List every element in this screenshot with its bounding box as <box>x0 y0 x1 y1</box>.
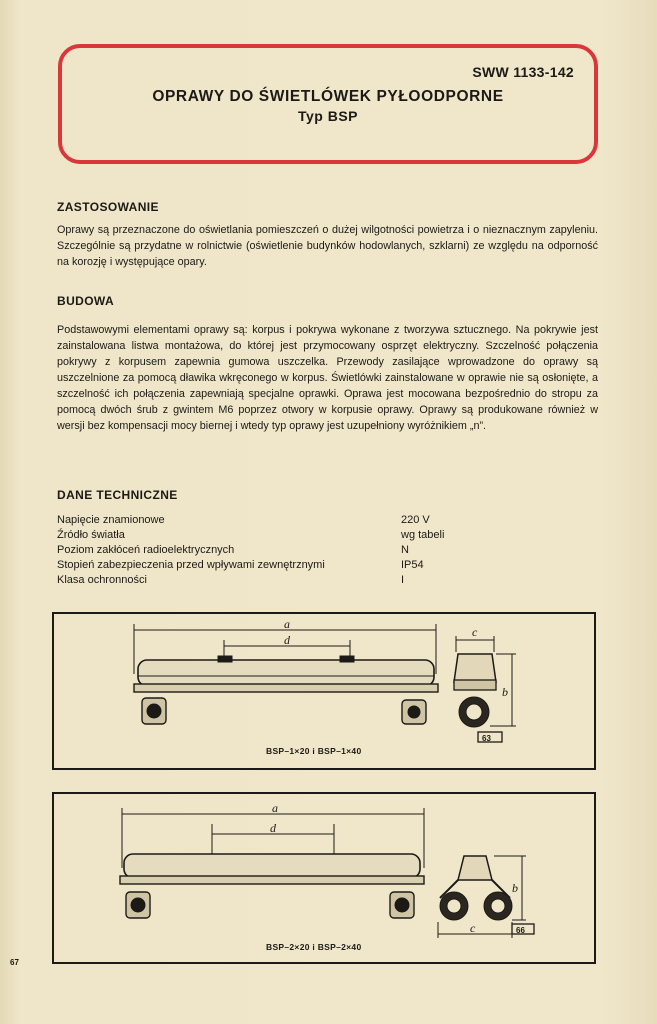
drawing-ref-number: 63 <box>482 734 491 743</box>
figure-caption: BSP–2×20 i BSP–2×40 <box>266 942 362 952</box>
dimension-c-label: c <box>472 625 478 639</box>
section-heading-dane-techniczne: DANE TECHNICZNE <box>57 488 178 502</box>
luminaire-drawing-single <box>54 614 594 768</box>
drawing-ref-number: 66 <box>516 926 525 935</box>
section-text-budowa: Podstawowymi elementami oprawy są: korpus i pokrywa wykonane z tworzywa sztucznego. Na pokrywie jest zainstalowana listwa montażowa, do której jest przymocowany osprzęt elektryczny. Szczelność połączenia pokrywy z korpusem zapewnia gumowa uszczelka. Przewody zasilające wprowadzone do oprawy są uszczelnione za pomocą dławika wkręconego w korpus. Świetlówki zainstalowane w oprawie nie są osłonięte, a szczelność ich połączenia zapewniają specjalne oprawki. Oprawa jest mocowana bezpośrednio do stropu za pomocą dwóch śrub z gwintem M6 poprzez otwory w korpusie oprawy. Oprawy są produkowane również w wersji bez kompensacji mocy biernej i wtedy typ oprawy jest uzupełniony wyróżnikiem „n”. <box>57 324 598 432</box>
dimension-d-label: d <box>284 633 290 647</box>
spec-label: Stopień zabezpieczenia przed wpływami zewnętrznymi <box>57 559 325 571</box>
luminaire-drawing-double <box>54 794 594 962</box>
dimension-d-label: d <box>270 821 276 835</box>
page-number: 67 <box>10 958 19 967</box>
document-code: SWW 1133-142 <box>472 64 574 80</box>
section-heading-budowa: BUDOWA <box>57 294 115 308</box>
dimension-b-label: b <box>512 881 518 895</box>
spec-value: IP54 <box>401 559 424 571</box>
technical-data-list <box>57 514 477 589</box>
spec-label: Napięcie znamionowe <box>57 514 165 526</box>
spec-row <box>57 529 477 544</box>
spec-label: Klasa ochronności <box>57 574 147 586</box>
title-frame <box>58 44 598 164</box>
spec-value: N <box>401 544 409 556</box>
spec-row <box>57 559 477 574</box>
page-title: OPRAWY DO ŚWIETLÓWEK PYŁOODPORNE <box>152 88 504 105</box>
spec-label: Źródło światła <box>57 529 125 541</box>
dimension-c-label: c <box>470 921 476 935</box>
dimension-b-label: b <box>502 685 508 699</box>
dimension-a-label: a <box>284 617 290 631</box>
section-heading-zastosowanie: ZASTOSOWANIE <box>57 200 159 214</box>
spec-label: Poziom zakłóceń radioelektrycznych <box>57 544 235 556</box>
page-subtitle: Typ BSP <box>297 108 359 124</box>
figure-caption: BSP–1×20 i BSP–1×40 <box>266 746 362 756</box>
spec-value: I <box>401 574 405 586</box>
spec-row <box>57 514 477 529</box>
spec-row <box>57 574 477 589</box>
drawing-bsp-1 <box>52 612 596 770</box>
spec-value: wg tabeli <box>401 529 445 541</box>
dimension-a-label: a <box>272 801 278 815</box>
spec-value: 220 V <box>401 514 430 526</box>
spec-row <box>57 544 477 559</box>
section-text-zastosowanie: Oprawy są przeznaczone do oświetlania pomieszczeń o dużej wilgotności powietrza i o nieznacznym zapyleniu. Szczególnie są przydatne w rolnictwie (oświetlenie budynków hodowlanych, szklarni) ze względu na odporność na korozję i występujące opary. <box>57 224 598 268</box>
drawing-bsp-2 <box>52 792 596 964</box>
